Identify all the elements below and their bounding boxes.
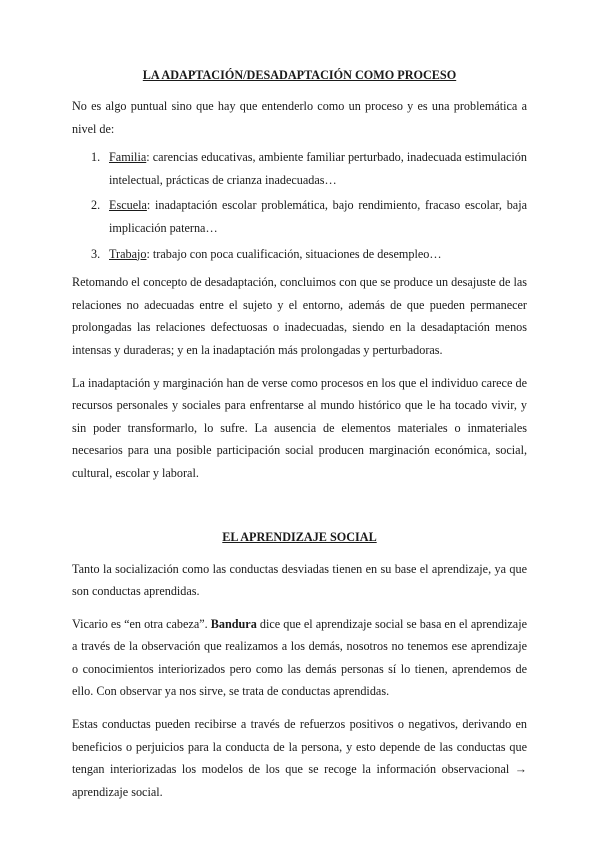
section-title-adaptacion: LA ADAPTACIÓN/DESADAPTACIÓN COMO PROCESO bbox=[142, 68, 457, 82]
list-item bbox=[72, 243, 527, 266]
intro-paragraph: No es algo puntual sino que hay que entenderlo como un proceso y es una problemática a nivel de: bbox=[72, 99, 527, 136]
bandura-text: dice que el aprendizaje social se basa en el aprendizaje a través de la observación que realizamos a los demás, nosotros no tenemos ese aprendizaje o conocimientos interiorizados pero como las demás personas sí lo tienen, aprendemos de ello. Con observar ya nos sirve, se trata de conductas aprendidas. bbox=[72, 616, 528, 699]
paragraph-desadaptacion: Retomando el concepto de desadaptación, concluimos con que se produce un desajuste de las relaciones no adecuadas entre el sujeto y el entorno, además de que pueden permanecer prolongadas las relaciones defectuosas o inadecuadas, siendo en la desadaptación menos intensas y duraderas; y en la inadaptación más prolongadas y perturbadoras. bbox=[72, 275, 527, 357]
paragraph-inadaptacion: La inadaptación y marginación han de verse como procesos en los que el individuo carece de recursos personales y sociales para enfrentarse al mundo histórico que le ha tocado vivir, y sin poder transformarlo, lo sufre. La ausencia de elementos materiales o inmateriales necesarios para una posible participación social producen marginación económica, social, cultural, escolar y laboral. bbox=[72, 375, 527, 480]
list-term: Familia bbox=[109, 150, 147, 165]
vicario-text: Vicario es “en otra cabeza”. bbox=[72, 616, 211, 631]
list-item bbox=[72, 146, 527, 191]
list-number: 1. bbox=[91, 150, 101, 165]
bandura-name: Bandura bbox=[210, 616, 257, 631]
list-number: 2. bbox=[91, 198, 101, 213]
paragraph-refuerzos: Estas conductas pueden recibirse a través de refuerzos positivos o negativos, derivando en beneficios o perjuicios para la conducta de la persona, y esto depende de las conductas que tengan interiorizadas los modelos de los que se recoge la información observacional → aprendizaje social. bbox=[72, 717, 527, 799]
list-term: Trabajo bbox=[109, 246, 147, 261]
list-text: : inadaptación escolar problemática, bajo rendimiento, fracaso escolar, baja implicación paterna… bbox=[109, 198, 527, 235]
section-title-aprendizaje: EL APRENDIZAJE SOCIAL bbox=[222, 529, 377, 544]
list-number: 3. bbox=[91, 246, 101, 261]
list-text: : carencias educativas, ambiente familiar perturbado, inadecuada estimulación intelectual, prácticas de crianza inadecuadas… bbox=[109, 150, 527, 187]
list-item bbox=[72, 194, 527, 239]
page-content bbox=[72, 64, 527, 803]
list-term: Escuela bbox=[109, 198, 147, 213]
list-text: : trabajo con poca cualificación, situaciones de desempleo… bbox=[146, 246, 442, 261]
paragraph-socializacion: Tanto la socialización como las conductas desviadas tienen en su base el aprendizaje, ya que son conductas aprendidas. bbox=[72, 561, 527, 599]
paragraph-vicario bbox=[72, 613, 527, 703]
problem-list bbox=[72, 146, 527, 265]
